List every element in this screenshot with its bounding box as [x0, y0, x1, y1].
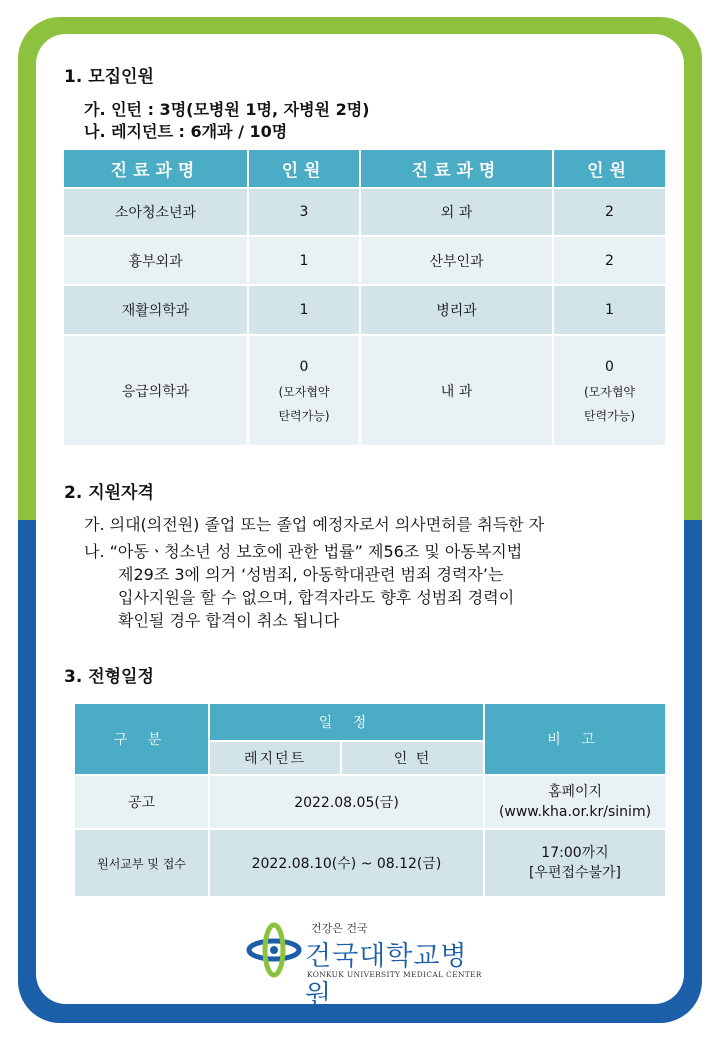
dept-cell: 응급의학과 — [64, 335, 248, 445]
date-cell: 2022.08.05(금) — [209, 775, 484, 829]
dept-cell: 흉부외과 — [64, 236, 248, 285]
note-cell — [484, 775, 666, 829]
qualification-b-line4: 확인될 경우 합격이 취소 됩니다 — [118, 611, 340, 630]
header-count-1: 인원 — [248, 150, 360, 188]
count-cell — [248, 335, 360, 445]
subheader-intern: 인 턴 — [341, 741, 484, 775]
qualification-b-line2: 제29조 3에 의거 ‘성범죄, 아동학대관련 범죄 경력자’는 — [118, 565, 504, 584]
dept-cell: 내 과 — [360, 335, 553, 445]
dept-cell: 소아청소년과 — [64, 188, 248, 236]
header-dept-2: 진료과명 — [360, 150, 553, 188]
qualification-a: 가. 의대(의전원) 졸업 또는 졸업 예정자로서 의사면허를 취득한 자 — [84, 515, 545, 534]
section2-title: 2. 지원자격 — [64, 483, 154, 503]
subheader-resident: 레지던트 — [209, 741, 341, 775]
category-cell: 공고 — [74, 775, 209, 829]
count-value: 0 — [605, 358, 614, 375]
intern-count: 가. 인턴 : 3명(모병원 1명, 자병원 2명) — [84, 100, 370, 119]
count-value: 0 — [299, 358, 309, 375]
count-cell: 2 — [553, 236, 665, 285]
header-category: 구 분 — [74, 703, 209, 775]
table-row — [74, 829, 666, 897]
resident-count: 나. 레지던트 : 6개과 / 10명 — [84, 122, 288, 141]
note-line: 홈페이지 — [547, 784, 603, 800]
table-row — [74, 775, 666, 829]
count-cell: 1 — [248, 285, 360, 335]
count-note: (모자협약 — [278, 384, 330, 399]
count-note: (모자협약 — [583, 384, 636, 399]
note-cell — [484, 829, 666, 897]
count-cell: 2 — [553, 188, 665, 236]
dept-cell: 재활의학과 — [64, 285, 248, 335]
table-row — [64, 188, 665, 236]
count-cell — [553, 335, 665, 445]
note-line: (www.kha.or.kr/sinim) — [498, 804, 652, 820]
logo-english: KONKUK UNIVERSITY MEDICAL CENTER — [307, 970, 482, 979]
date-cell: 2022.08.10(수) ~ 08.12(금) — [209, 829, 484, 897]
table-row — [64, 285, 665, 335]
count-cell: 1 — [248, 236, 360, 285]
logo-name: 건국대학교병원 — [305, 941, 468, 1011]
hospital-logo — [245, 918, 485, 1011]
dept-cell: 산부인과 — [360, 236, 553, 285]
dept-cell: 병리과 — [360, 285, 553, 335]
section3-title: 3. 전형일정 — [64, 667, 154, 687]
schedule-table — [73, 702, 667, 898]
header-note: 비 고 — [484, 703, 666, 775]
note-line: [우편접수불가] — [528, 865, 622, 881]
count-note: 탄력가능) — [583, 408, 636, 423]
table-row — [64, 335, 665, 445]
count-note: 탄력가능) — [278, 408, 330, 423]
logo-slogan: 건강은 건국 — [311, 922, 368, 935]
logo-mark-icon — [245, 920, 303, 980]
header-dept-1: 진료과명 — [64, 150, 248, 188]
qualification-b-line3: 입사지원을 할 수 없으며, 합격자라도 향후 성범죄 경력이 — [118, 588, 515, 607]
note-line: 17:00까지 — [541, 845, 609, 861]
qualification-b-line1: 나. “아동ㆍ청소년 성 보호에 관한 법률” 제56조 및 아동복지법 — [84, 542, 523, 561]
category-cell: 원서교부 및 접수 — [74, 829, 209, 897]
section1-title: 1. 모집인원 — [64, 67, 154, 87]
header-count-2: 인원 — [553, 150, 665, 188]
table-row — [64, 236, 665, 285]
count-cell: 1 — [553, 285, 665, 335]
header-schedule: 일 정 — [209, 703, 484, 741]
recruitment-table — [64, 150, 665, 445]
count-cell: 3 — [248, 188, 360, 236]
dept-cell: 외 과 — [360, 188, 553, 236]
